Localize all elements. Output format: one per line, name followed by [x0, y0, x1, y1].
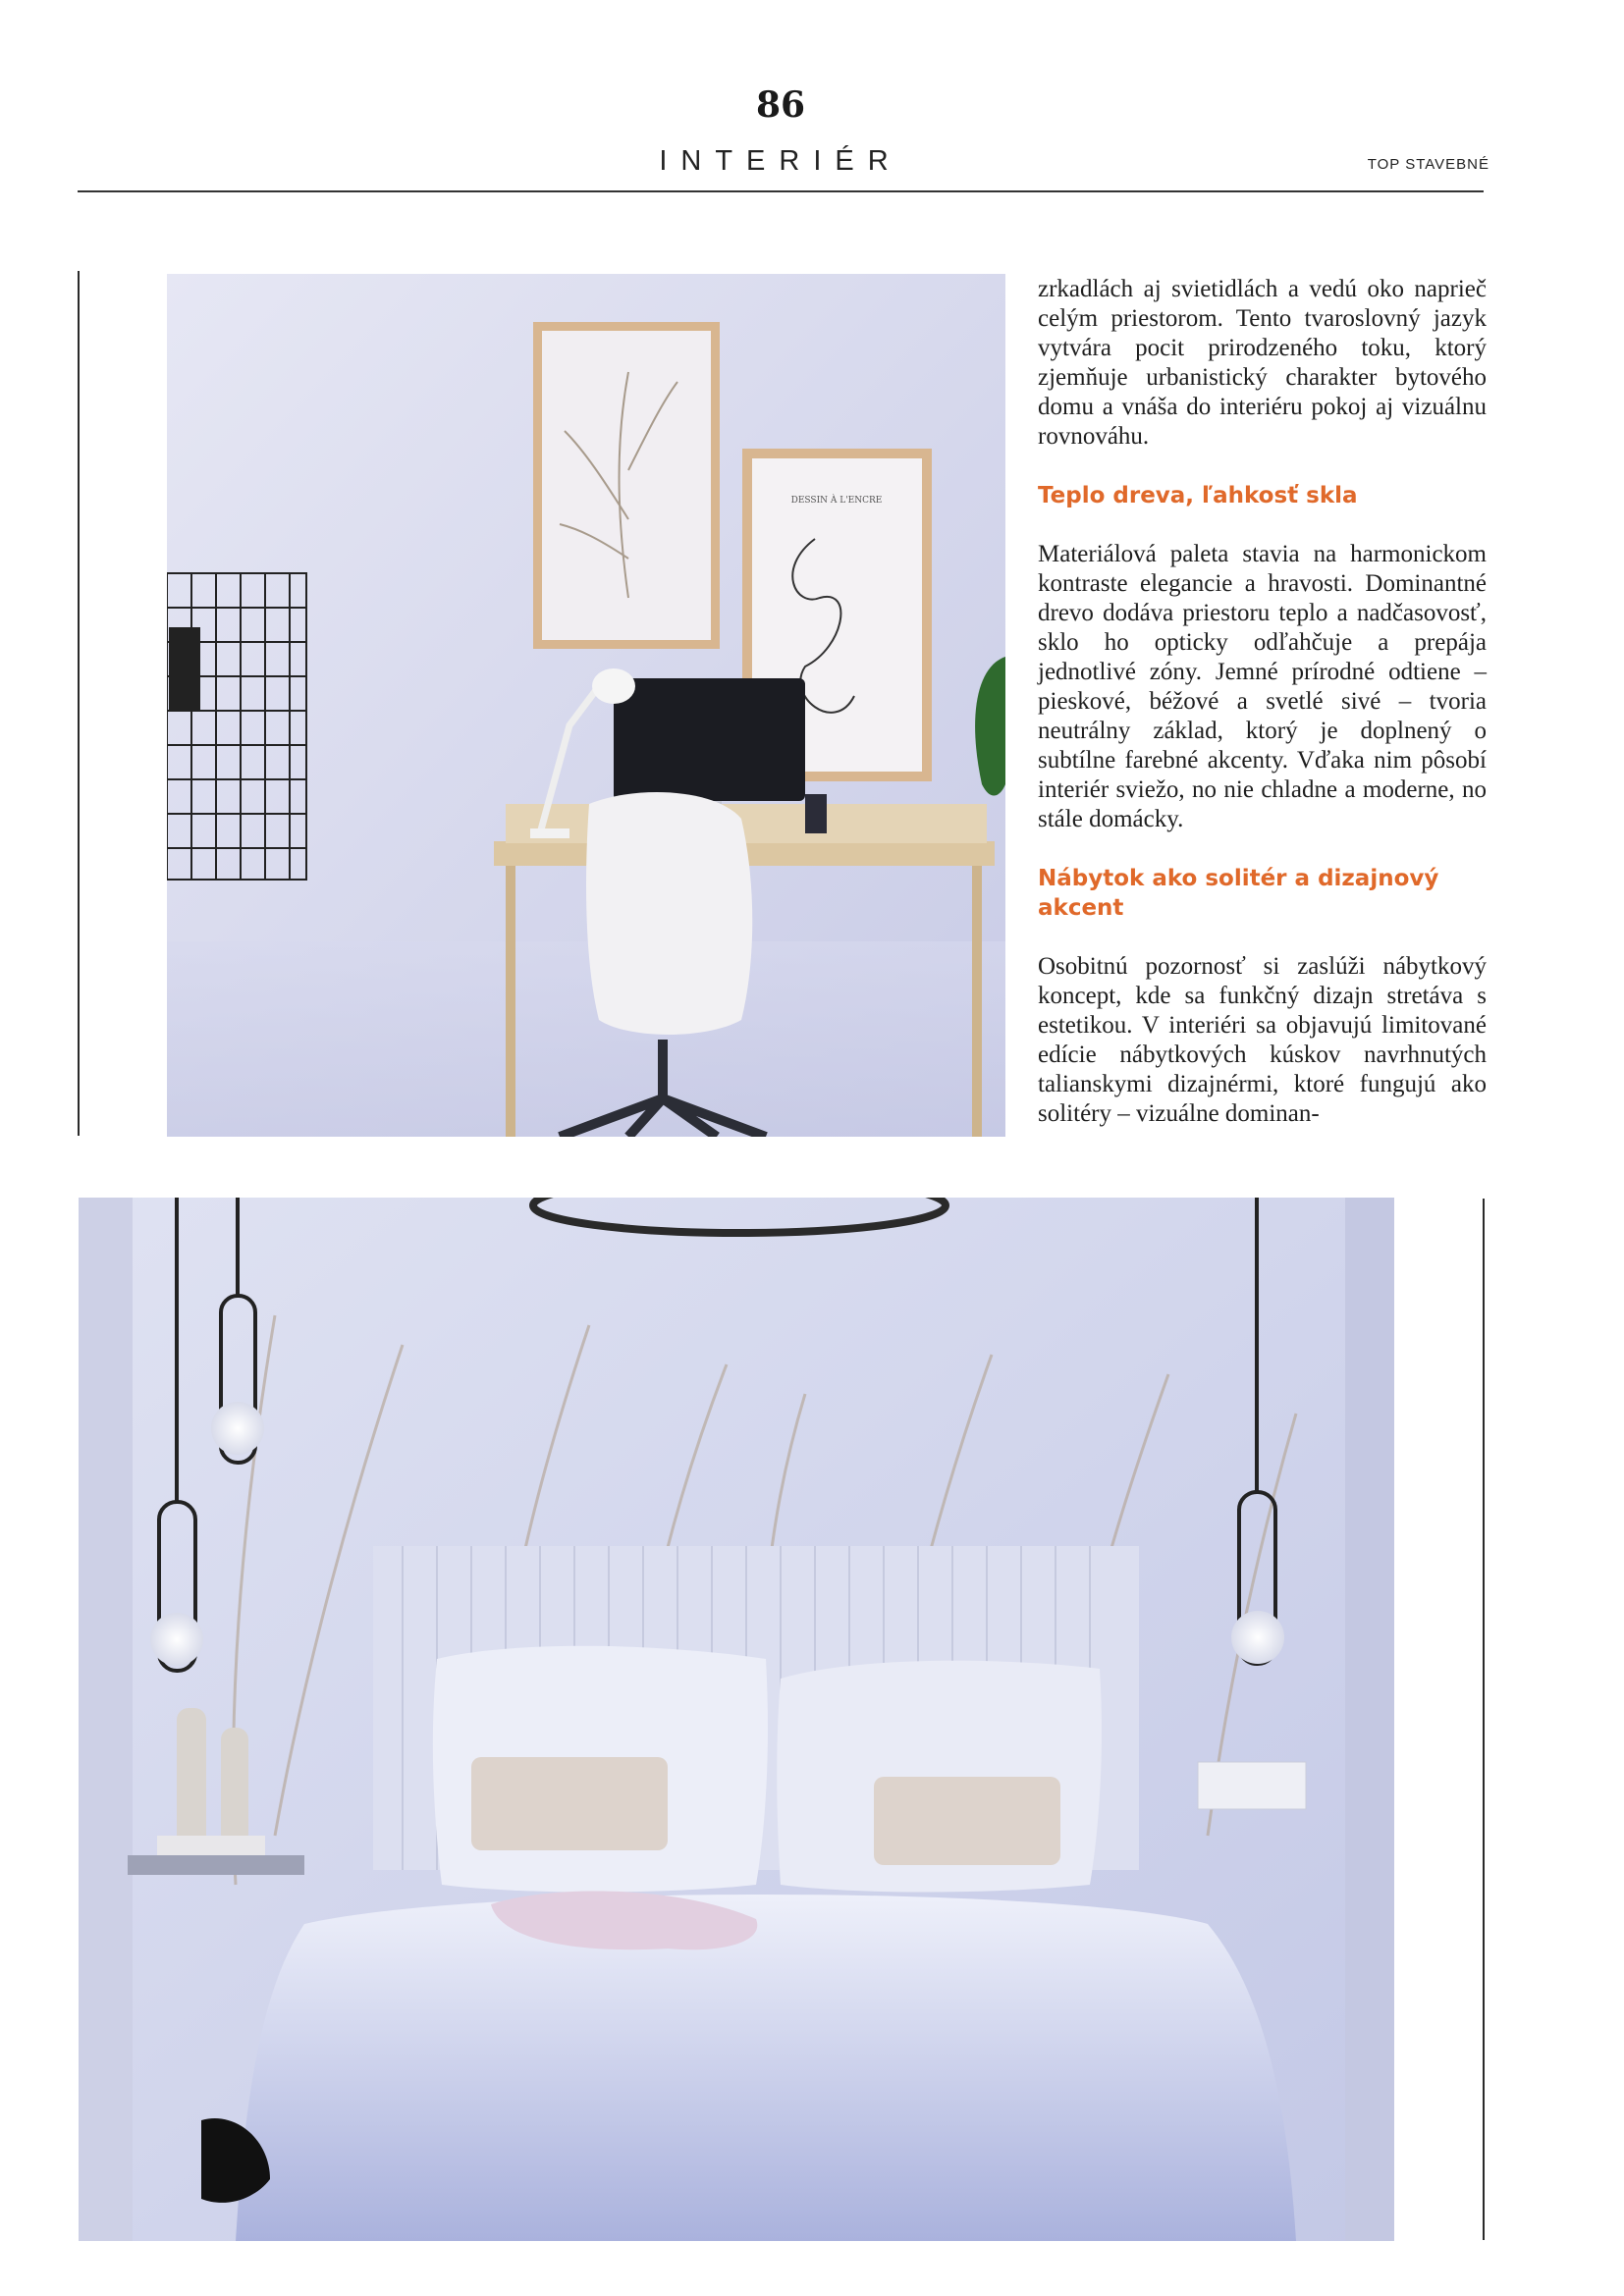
- paragraph-materials: Materiálová paleta stavia na harmonickom kontraste elegancie a hravosti. Dominantné drevo dodáva priestoru teplo a nadčasovosť, sklo ho opticky odľahčuje a prepája jednotlivé zóny. Jemné prírodné odtiene – pieskové, béžové a svetlé sivé – tvoria neutrálny základ, ktorý je doplnený o subtílne farebné akcenty. Vďaka nim pôsobí interiér sviežo, no nie chladne a moderne, no stále domácky.: [1038, 541, 1487, 832]
- header-divider: [78, 190, 1484, 192]
- paragraph-intro: zrkadlách aj svietidlách a vedú oko naprieč celým priestorom. Tento tvaroslovný jazyk vytvára pocit prirodzeného toku, ktorý zjemňuje urbanistický charakter bytového domu a vnáša do interiéru pokoj aj vizuálnu rovnováhu.: [1038, 276, 1487, 450]
- photo-bedroom: [79, 1198, 1394, 2241]
- subheading-furniture: Nábytok ako solitér a dizajnový akcent: [1038, 866, 1439, 921]
- paragraph-furniture: Osobitnú pozornosť si zaslúži nábytkový koncept, kde sa funkčný dizajn stretáva s estetikou. V interiéri sa objavujú limitované edície nábytkových kúskov navrhnutých talianskymi dizajnérmi, ktoré fungujú ako solitéry – vizuálne dominan-: [1038, 953, 1487, 1127]
- magazine-name: TOP STAVEBNÉ: [1367, 156, 1489, 173]
- desk-chair: [586, 792, 752, 1035]
- photo-desk-workspace: [167, 274, 1005, 1137]
- section-title: INTERIÉR: [659, 145, 902, 177]
- monitor: [614, 678, 805, 801]
- page-number: 86: [755, 84, 806, 126]
- article-column: [1038, 275, 1487, 1129]
- bed-duvet: [236, 1895, 1296, 2241]
- right-column-rule: [1483, 1199, 1485, 2240]
- poster-text: DESSIN À L'ENCRE: [790, 496, 883, 506]
- left-column-rule: [78, 271, 80, 1136]
- subheading-wood-glass: Teplo dreva, ľahkosť skla: [1038, 483, 1358, 508]
